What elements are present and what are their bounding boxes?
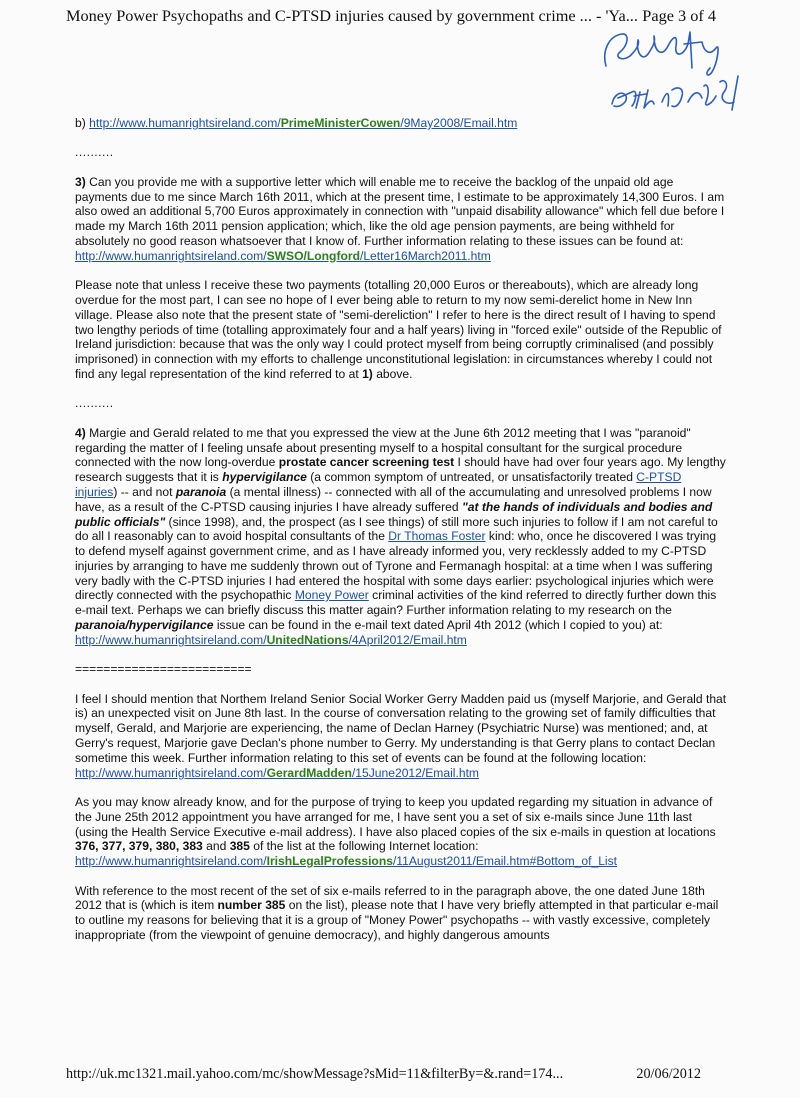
link-united-nations[interactable]: http://www.humanrightsireland.com/UnitedNations/4April2012/Email.htm bbox=[75, 632, 467, 647]
paragraph-note: Please note that unless I receive these two payments (totalling 20,000 Euros or thereabouts), which are already long overdue for the most part, I can see no hope of I ever being able to return to my now semi-derelict home in New Inn village. Please also note that the present state of "semi-dereliction" I refer to here is the direct result of I having to spend two lengthy periods of time (totalling approximately four and a half years) living in "forced exile" outside of the Republic of Ireland jurisdiction: because that was the only way I could protect myself from being corruptly criminalised (and possibly imprisoned) in connection with my efforts to challenge unconstitutional legislation: in circumstances whereby I could not find any legal representation of the kind referred to at 1) above. bbox=[75, 278, 722, 381]
page-footer bbox=[66, 1066, 701, 1083]
link-money-power[interactable]: Money Power bbox=[294, 588, 369, 603]
link-dr-thomas-foster[interactable]: Dr Thomas Foster bbox=[388, 529, 486, 544]
paragraph-six-emails: As you may know already know, and for the purpose of trying to keep you updated regarding my situation in advance of the June 25th 2012 appointment you have arranged for me, I have sent you a set of six e-mails since June 11th last (using the Health Service Executive e-mail address). I have also placed copies of the six e-mails in question at locations 376, 377, 379, 380, 383 and 385 of the list at the following Internet location: http://www.humanrightsireland.com/IrishLegalProfessions/11August2011/Email.htm#Bottom_of_List bbox=[75, 795, 716, 869]
paragraph-4: 4) Margie and Gerald related to me that you expressed the view at the June 6th 2012 meeting that I was "paranoid" regarding the matter of I feeling unsafe about presenting myself to a hospital consultant for the surgical procedure connected with the now long-overdue prostate cancer screening test I should have had over four years ago. My lengthy research suggests that it is hypervigilance (a common symptom of untreated, or unsatisfactorily treated C-PTSD injuries) -- and not paranoia (a mental illness) -- connected with all of the accumulating and unresolved problems I now have, as a result of the C-PTSD causing injuries I have already suffered "at the hands of individuals and bodies and public officials" (since 1998), and, the prospect (as I see things) of still more such injuries to follow if I am not careful to do all I reasonably can to avoid hospital consultants of the Dr Thomas Foster kind: who, once he discovered I was trying to defend myself against government crime, and as I have already informed you, very recklessly added to my C-PTSD injuries by arranging to have me suddenly thrown out of Tyrone and Fermanagh hospital: at a time when I was suffering very badly with the C-PTSD injuries I had entered the hospital with some days earlier: psychological injuries which were directly connected with the psychopathic Money Power criminal activities of the kind referred to directly further down this e-mail text. Perhaps we can briefly discuss this matter again? Further information relating to my research on the paranoia/hypervigilance issue can be found in the e-mail text dated April 4th 2012 (which I copied to you) at: http://www.humanrightsireland.com/UnitedNations/4April2012/Email.htm bbox=[75, 425, 726, 647]
paragraph-gerry-madden: I feel I should mention that Northem Ireland Senior Social Worker Gerry Madden paid us (myself Marjorie, and Gerald that is) an unexpected visit on June 8th last. In the course of conversation relating to the growing set of family difficulties that myself, Gerald, and Marjorie are experiencing, the name of Declan Harney (Psychiatric Nurse) was mentioned; and, at Gerry's request, Marjorie gave Declan's phone number to Gerry. My understanding is that Gerry plans to contact Declan sometime this week. Further information relating to this set of events can be found at the following location: http://www.humanrightsireland.com/GerardMadden/15June2012/Email.htm bbox=[75, 691, 727, 780]
separator-dots: .......... bbox=[75, 145, 114, 160]
footer-date: 20/06/2012 bbox=[636, 1066, 701, 1082]
link-gerard-madden[interactable]: http://www.humanrightsireland.com/GerardMadden/15June2012/Email.htm bbox=[75, 765, 479, 780]
header-title: Money Power Psychopaths and C-PTSD injuries caused by government crime ... - 'Ya... bbox=[66, 6, 638, 25]
footer-url: http://uk.mc1321.mail.yahoo.com/mc/showMessage?sMid=11&filterBy=&.rand=174... bbox=[66, 1066, 564, 1082]
separator-rule: ========================= bbox=[75, 662, 252, 677]
separator-dots: .......... bbox=[75, 396, 114, 411]
link-prime-minister-cowen[interactable]: http://www.humanrightsireland.com/PrimeMinisterCowen/9May2008/Email.htm bbox=[89, 116, 518, 130]
paragraph-reference: With reference to the most recent of the set of six e-mails referred to in the paragraph above, the one dated June 18th 2012 that is (which is item number 385 on the list), please note that I have very briefly attempted in that particular e-mail to outline my reasons for believing that it is a group of "Money Power" psychopaths -- with vastly excessive, completely inappropriate (from the viewpoint of genuine democracy), and highly dangerous amounts bbox=[75, 883, 719, 942]
link-paragraph-b: b) http://www.humanrightsireland.com/PrimeMinisterCowen/9May2008/Email.htm bbox=[75, 116, 518, 130]
paragraph-3: 3) Can you provide me with a supportive letter which will enable me to receive the backlog of the unpaid old age payments due to me since March 16th 2011, which at the present time, I estimate to be approximately 14,300 Euros. I am also owed an additional 5,700 Euros approximately in connection with "unpaid disability allowance" which fell due before I made my March 16th 2011 pension application; which, like the old age pension payments, are being withheld for absolutely no good reason whatsoever that I know of. Further information relating to these issues can be found at: http://www.humanrightsireland.com/SWSO/Longford/Letter16March2011.htm bbox=[75, 174, 725, 263]
link-irish-legal-professions[interactable]: http://www.humanrightsireland.com/IrishLegalProfessions/11August2011/Email.htm#Bottom_of_List bbox=[75, 854, 618, 869]
link-swso-longford[interactable]: http://www.humanrightsireland.com/SWSO/Longford/Letter16March2011.htm bbox=[75, 248, 491, 263]
email-body bbox=[75, 116, 727, 957]
page-number: Page 3 of 4 bbox=[642, 6, 716, 25]
link-c-ptsd-injuries[interactable]: C-PTSD injuries bbox=[75, 470, 682, 499]
handwritten-signature bbox=[592, 22, 772, 114]
